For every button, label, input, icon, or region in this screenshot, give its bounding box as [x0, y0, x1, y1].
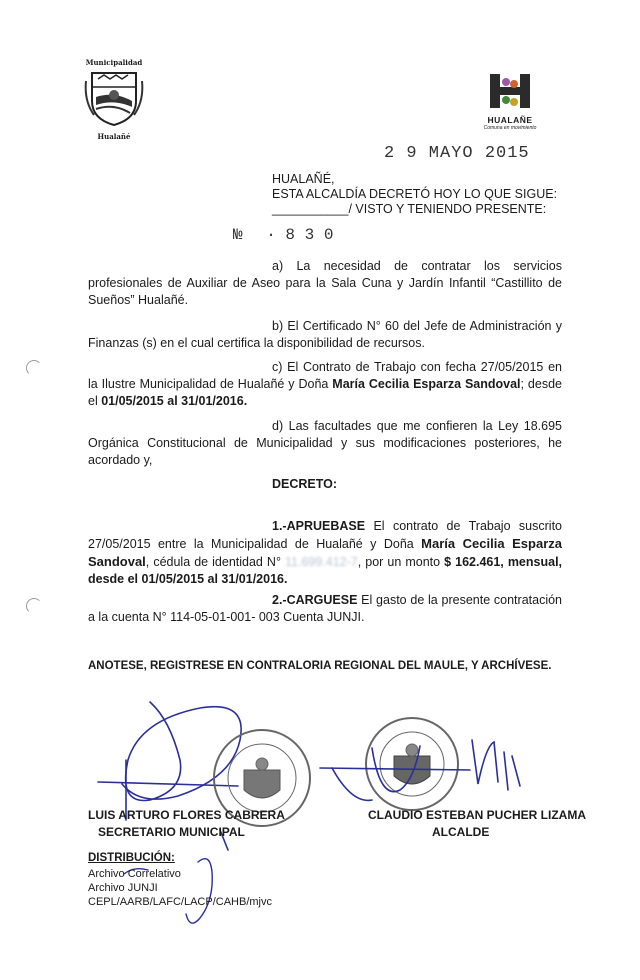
visto-text: / VISTO Y TENIENDO PRESENTE: [348, 202, 547, 216]
blank-field: ___________ [272, 202, 349, 216]
article-1-amount: $ 162.461, mensual, desde el 01/05/2015 al 31/01/2016. [88, 555, 563, 586]
brand-name: HUALAÑE [487, 115, 533, 125]
article-1-text3: , por un monto [357, 555, 445, 569]
considerando-a: a) La necesidad de contratar los servicios profesionales de Auxiliar de Aseo para la Sala Cuna y Jardín Infantil “Castillito de Sueños” Hualañé. [88, 259, 562, 307]
crest-top-text: Municipalidad [85, 58, 143, 67]
brand-slogan: Comuna en movimiento [483, 125, 537, 131]
date-stamp: 2 9 MAYO 2015 [384, 144, 530, 163]
article-1-label: 1.-APRUEBASE [272, 519, 366, 533]
number-prefix: № [233, 226, 243, 244]
left-signer-title: SECRETARIO MUNICIPAL [98, 825, 245, 839]
article-1-id-redacted: 11.699.412-7 [285, 555, 358, 569]
considerando-c-name: María Cecilia Esparza Sandoval [332, 377, 521, 391]
closing-statement: ANOTESE, REGISTRESE EN CONTRALORIA REGIONAL DEL MAULE, Y ARCHÍVESE. [88, 660, 552, 672]
distribution-heading: DISTRIBUCIÓN: [88, 852, 175, 864]
punch-hole-mark [26, 360, 42, 376]
article-2-label: 2.-CARGUESE [272, 593, 358, 607]
considerando-c-text1: c) El Contrato de Trabajo con fecha 27/05/2015 en la Ilustre Municipalidad de Hualañé y Doña [88, 360, 562, 391]
right-signer-title: ALCALDE [432, 825, 490, 839]
crest-bottom-text: Hualañé [97, 132, 131, 141]
considerando-b: b) El Certificado N° 60 del Jefe de Administración y Finanzas (s) en el cual certifica la disponibilidad de recursos. [88, 319, 562, 350]
decree-heading: DECRETO: [272, 477, 338, 491]
right-municipal-stamp-icon [366, 718, 458, 810]
distribution-list [88, 867, 272, 909]
article-1-text1: El contrato de Trabajo suscrito 27/05/2015 entre la Municipalidad de Hualañé y Doña [88, 519, 562, 551]
left-signer-name: LUIS ARTURO FLORES CABRERA [88, 808, 285, 822]
considerando-c-dates: 01/05/2015 al 31/01/2016. [101, 394, 248, 408]
distribution-item: CEPL/AARB/LAFC/LACP/CAHB/mjvc [88, 896, 272, 908]
place-line: HUALAÑÉ, [272, 172, 335, 186]
considerando-d: d) Las facultades que me confieren la Ley 18.695 Orgánica Constitucional de Municipalidad y sus modificaciones posteriores, he acordado y, [88, 419, 562, 467]
right-signer-name: CLAUDIO ESTEBAN PUCHER LIZAMA [368, 808, 586, 822]
distribution-item: Archivo Correlativo [88, 868, 181, 880]
considerando-c-text2: ; desde el [88, 377, 562, 408]
article-1-text2: , cédula de identidad N° [145, 555, 285, 569]
article-1-name: María Cecilia Esparza Sandoval [88, 536, 562, 569]
punch-hole-mark [26, 598, 42, 614]
decree-intro-line: ESTA ALCALDÍA DECRETÓ HOY LO QUE SIGUE: [272, 187, 558, 201]
distribution-item: Archivo JUNJI [88, 882, 158, 894]
article-2-text: El gasto de la presente contratación a la cuenta N° 114-05-01-001- 003 Cuenta JUNJI. [88, 593, 562, 624]
number-value: · 8 3 0 [266, 226, 334, 244]
